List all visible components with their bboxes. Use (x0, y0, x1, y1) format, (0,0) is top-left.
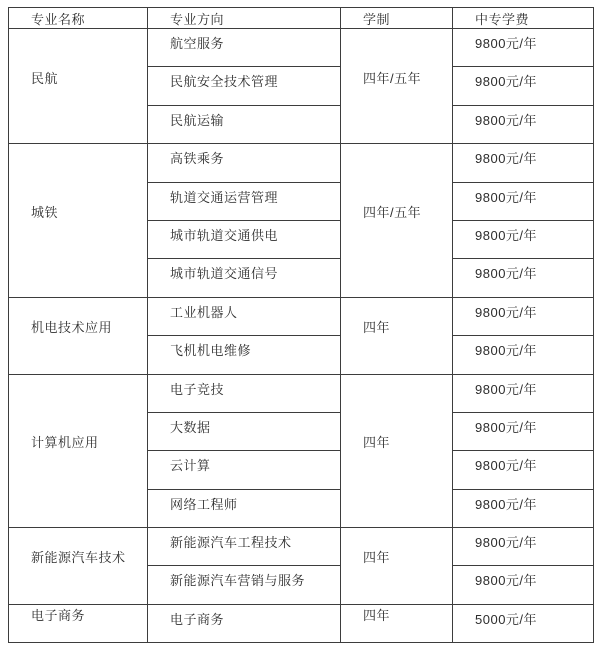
major-name-cell: 新能源汽车技术 (9, 528, 148, 605)
fee-cell: 9800元/年 (453, 29, 594, 67)
fee-cell: 9800元/年 (453, 297, 594, 335)
column-header-direction: 专业方向 (148, 8, 341, 29)
direction-cell: 电子商务 (148, 604, 341, 642)
direction-cell: 大数据 (148, 412, 341, 450)
direction-cell: 网络工程师 (148, 489, 341, 527)
direction-cell: 航空服务 (148, 29, 341, 67)
major-name-cell: 城铁 (9, 144, 148, 298)
major-name-cell: 计算机应用 (9, 374, 148, 528)
direction-cell: 城市轨道交通供电 (148, 220, 341, 258)
fee-cell: 9800元/年 (453, 528, 594, 566)
direction-cell: 高铁乘务 (148, 144, 341, 182)
column-header-duration: 学制 (341, 8, 453, 29)
fee-cell: 9800元/年 (453, 259, 594, 297)
major-name-cell: 民航 (9, 29, 148, 144)
table-row (9, 144, 594, 182)
major-name-cell: 电子商务 (9, 604, 148, 642)
direction-cell: 民航运输 (148, 105, 341, 143)
table-row (9, 604, 594, 642)
table-row (9, 528, 594, 566)
direction-cell: 民航安全技术管理 (148, 67, 341, 105)
fee-cell: 5000元/年 (453, 604, 594, 642)
duration-cell: 四年 (341, 374, 453, 528)
fee-cell: 9800元/年 (453, 489, 594, 527)
page (0, 7, 600, 657)
fee-cell: 9800元/年 (453, 566, 594, 604)
direction-cell: 新能源汽车工程技术 (148, 528, 341, 566)
header-row (9, 8, 594, 29)
fee-cell: 9800元/年 (453, 67, 594, 105)
duration-cell: 四年/五年 (341, 29, 453, 144)
table-row (9, 374, 594, 412)
direction-cell: 工业机器人 (148, 297, 341, 335)
fee-cell: 9800元/年 (453, 144, 594, 182)
fee-cell: 9800元/年 (453, 412, 594, 450)
duration-cell: 四年 (341, 528, 453, 605)
direction-cell: 云计算 (148, 451, 341, 489)
fee-cell: 9800元/年 (453, 220, 594, 258)
column-header-major: 专业名称 (9, 8, 148, 29)
column-header-fee: 中专学费 (453, 8, 594, 29)
fee-cell: 9800元/年 (453, 105, 594, 143)
major-name-cell: 机电技术应用 (9, 297, 148, 374)
fee-cell: 9800元/年 (453, 374, 594, 412)
duration-cell: 四年 (341, 604, 453, 642)
direction-cell: 电子竞技 (148, 374, 341, 412)
direction-cell: 新能源汽车营销与服务 (148, 566, 341, 604)
duration-cell: 四年 (341, 297, 453, 374)
direction-cell: 飞机机电维修 (148, 336, 341, 374)
table-row (9, 297, 594, 335)
direction-cell: 城市轨道交通信号 (148, 259, 341, 297)
majors-tuition-table (8, 7, 594, 643)
fee-cell: 9800元/年 (453, 451, 594, 489)
fee-cell: 9800元/年 (453, 336, 594, 374)
direction-cell: 轨道交通运营管理 (148, 182, 341, 220)
table-body (9, 29, 594, 643)
table-row (9, 29, 594, 67)
duration-cell: 四年/五年 (341, 144, 453, 298)
fee-cell: 9800元/年 (453, 182, 594, 220)
